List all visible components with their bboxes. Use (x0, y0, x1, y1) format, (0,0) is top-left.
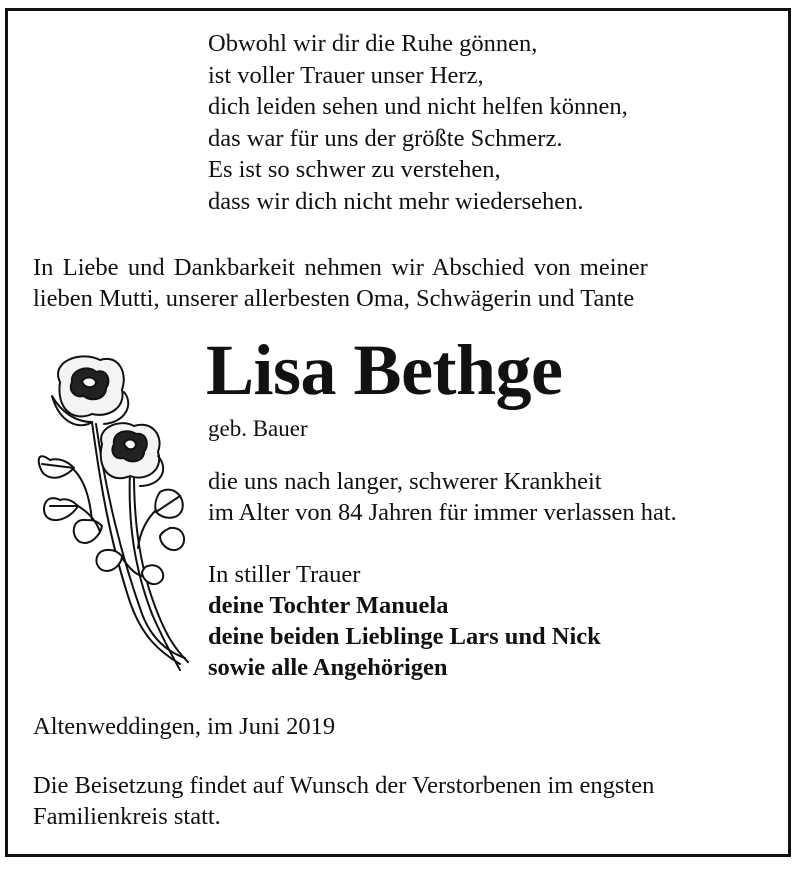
poem-line: ist voller Trauer unser Herz, (208, 61, 484, 89)
poem-line: Obwohl wir dir die Ruhe gönnen, (208, 30, 538, 57)
death-notice-line: im Alter von 84 Jahren für immer verlassen hat. (208, 499, 677, 526)
deceased-name: Lisa Bethge (206, 330, 563, 410)
funeral-line: Familienkreis statt. (33, 803, 221, 830)
poem-line: Es ist so schwer zu verstehen, (208, 156, 501, 183)
death-notice-line: die uns nach langer, schwerer Krankheit (208, 468, 602, 495)
intro-line: In Liebe und Dankbarkeit nehmen wir Abschied von meiner (33, 254, 648, 281)
mourner-line: deine beiden Lieblinge Lars und Nick (208, 623, 601, 650)
poem-line: dass wir dich nicht mehr wiedersehen. (208, 187, 584, 215)
mourners-heading: In stiller Trauer (208, 561, 361, 588)
poem-line: das war für uns der größte Schmerz. (208, 124, 563, 152)
poem (208, 28, 628, 217)
funeral-line: Die Beisetzung findet auf Wunsch der Verstorbenen im engsten (33, 772, 655, 799)
intro-line: lieben Mutti, unserer allerbesten Oma, Schwägerin und Tante (33, 285, 635, 312)
roses-icon (30, 352, 192, 672)
mourner-line: deine Tochter Manuela (208, 592, 449, 619)
place-date: Altenweddingen, im Juni 2019 (33, 713, 336, 740)
death-notice (208, 466, 677, 528)
funeral-note (33, 770, 654, 832)
mourner-line: sowie alle Angehörigen (208, 654, 448, 681)
maiden-name: geb. Bauer (208, 416, 308, 441)
mourners (208, 559, 601, 683)
poem-line: dich leiden sehen und nicht helfen können, (208, 93, 628, 120)
intro-text (33, 252, 768, 314)
